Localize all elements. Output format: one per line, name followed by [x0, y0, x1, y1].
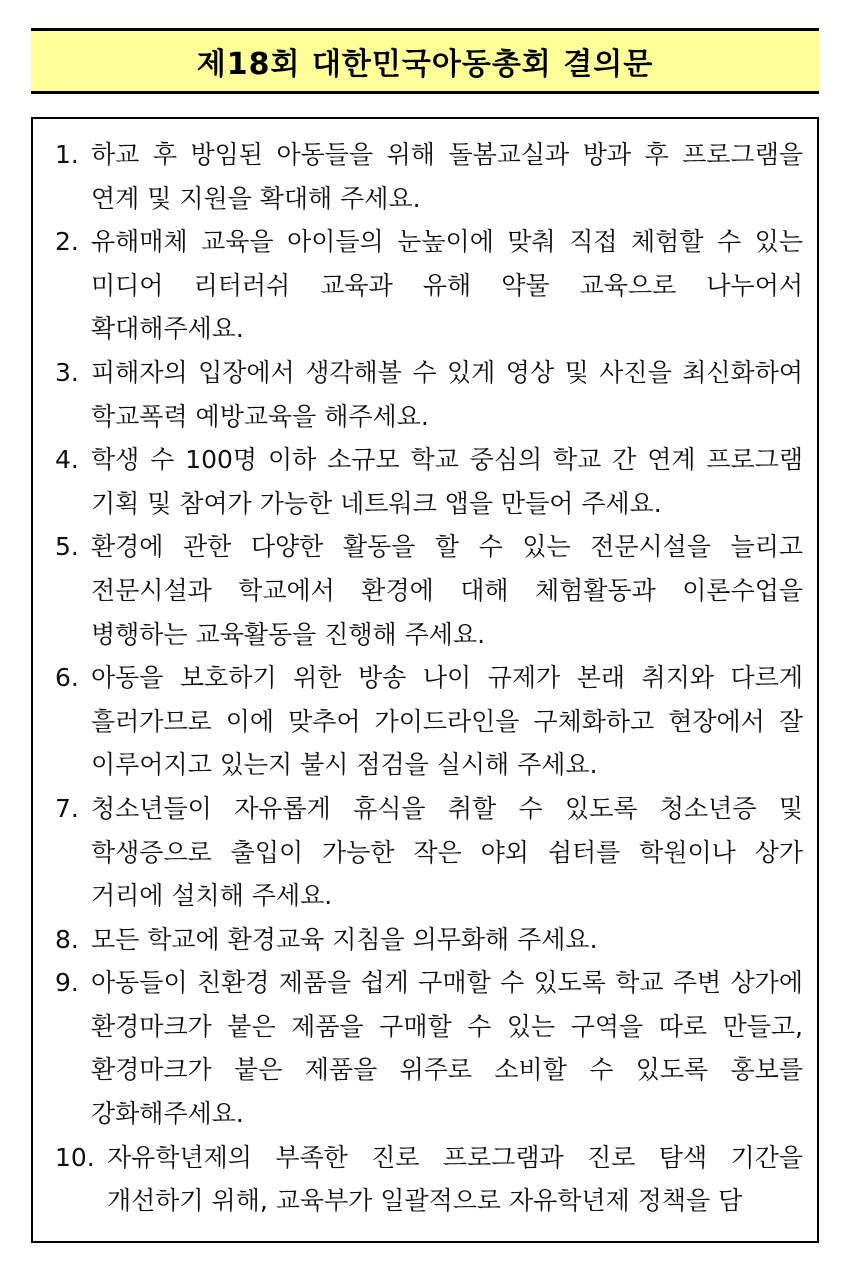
- resolution-box: [31, 117, 819, 1243]
- resolution-text: 청소년들이 자유롭게 휴식을 취할 수 있도록 청소년증 및 학생증으로 출입이 가능한 작은 야외 쉼터를 학원이나 상가 거리에 설치해 주세요.: [91, 793, 803, 911]
- document-title: 제18회 대한민국아동총회 결의문: [196, 47, 654, 82]
- resolution-number: 9.: [55, 968, 79, 998]
- resolution-item: [55, 133, 803, 220]
- resolution-number: 1.: [55, 140, 79, 169]
- resolution-item: [55, 351, 803, 438]
- resolution-item: [55, 438, 803, 525]
- resolution-item: [55, 918, 803, 962]
- resolution-text: 모든 학교에 환경교육 지침을 의무화해 주세요.: [91, 924, 598, 954]
- title-banner: [31, 28, 819, 94]
- resolution-number: 6.: [55, 663, 79, 693]
- resolution-text: 학생 수 100명 이하 소규모 학교 중심의 학교 간 연계 프로그램 기획 및 참여가 가능한 네트워크 앱을 만들어 주세요.: [91, 445, 803, 518]
- resolution-text: 환경에 관한 다양한 활동을 할 수 있는 전문시설을 늘리고 전문시설과 학교에서 환경에 대해 체험활동과 이론수업을 병행하는 교육활동을 진행해 주세요.: [91, 532, 803, 649]
- resolution-item: [55, 220, 803, 351]
- resolution-number: 10.: [55, 1142, 95, 1172]
- resolution-text: 하교 후 방임된 아동들을 위해 돌봄교실과 방과 후 프로그램을 연계 및 지원을 확대해 주세요.: [91, 140, 803, 213]
- resolution-number: 5.: [55, 532, 79, 562]
- resolution-number: 2.: [55, 227, 79, 257]
- resolution-text: 자유학년제의 부족한 진로 프로그램과 진로 탐색 기간을 개선하기 위해, 교육부가 일괄적으로 자유학년제 정책을 담: [107, 1142, 803, 1216]
- resolution-number: 8.: [55, 924, 79, 954]
- resolution-text: 아동들이 친환경 제품을 쉽게 구매할 수 있도록 학교 주변 상가에 환경마크가 붙은 제품을 구매할 수 있는 구역을 따로 만들고, 환경마크가 붙은 제품을 위주로 소비할 수 있도록 홍보를 강화해주세요.: [91, 968, 803, 1129]
- resolution-number: 4.: [55, 445, 79, 475]
- resolution-item: [55, 961, 803, 1135]
- resolution-number: 3.: [55, 357, 79, 387]
- resolution-text: 아동을 보호하기 위한 방송 나이 규제가 본래 취지와 다르게 흘러가므로 이에 맞추어 가이드라인을 구체화하고 현장에서 잘 이루어지고 있는지 불시 점검을 실시해 주세요.: [91, 663, 803, 780]
- resolution-text: 유해매체 교육을 아이들의 눈높이에 맞춰 직접 체험할 수 있는 미디어 리터러쉬 교육과 유해 약물 교육으로 나누어서 확대해주세요.: [91, 227, 803, 344]
- resolution-item: [55, 787, 803, 918]
- resolution-number: 7.: [55, 793, 79, 823]
- resolution-item: [55, 525, 803, 656]
- resolution-item: [55, 656, 803, 787]
- resolution-text: 피해자의 입장에서 생각해볼 수 있게 영상 및 사진을 최신화하여 학교폭력 예방교육을 해주세요.: [91, 357, 803, 431]
- resolution-list: [55, 133, 803, 1223]
- resolution-item: [55, 1136, 803, 1223]
